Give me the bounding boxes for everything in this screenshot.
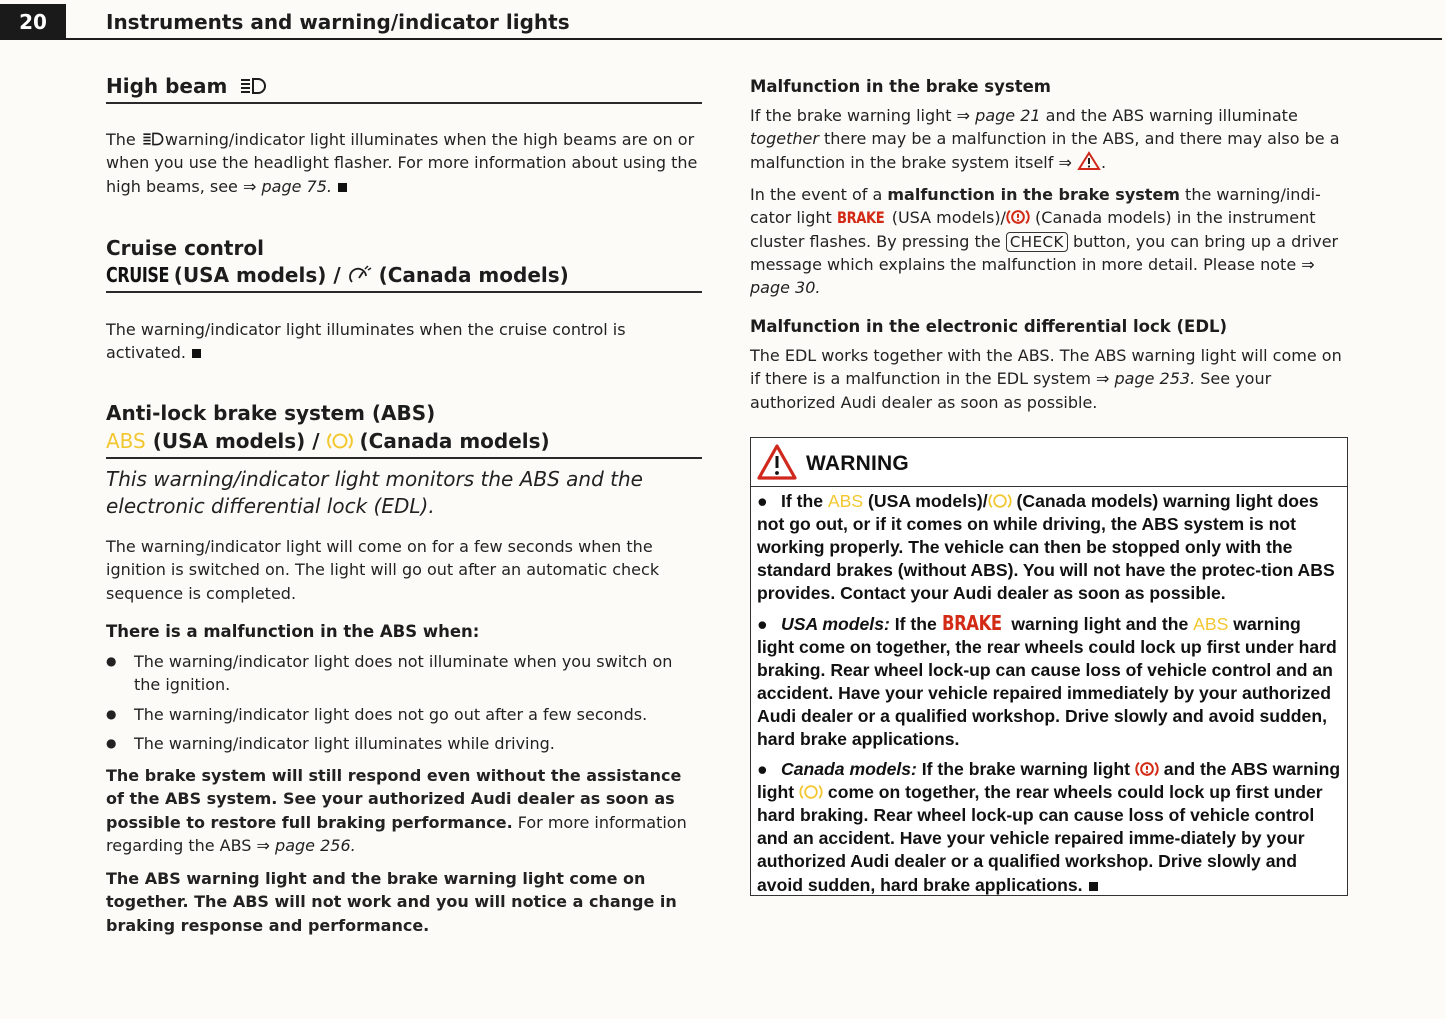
abs-symbol: ABS	[827, 491, 864, 511]
cruise-heading-models: CRUISE (USA models) / (Canada models)	[106, 263, 569, 287]
arrow-icon: ⇒	[1301, 254, 1315, 274]
warning-item: ● If the ABS (USA models)/ (Canada models) warning light does not go out, or if it comes on while driving, the ABS system is not working properly. The vehicle can then be stopped only with the standard brakes (without ABS). You will not have the protec-tion ABS provides. Contact your Audi dealer as soon as possible.	[757, 491, 1335, 604]
abs-rule	[106, 457, 702, 459]
abs-canada-icon	[799, 783, 823, 801]
cruise-symbol: CRUISE	[106, 263, 170, 287]
abs-intro: The warning/indicator light will come on for a few seconds when the ignition is switched on. The light will go out after an automatic check sequence is completed.	[106, 537, 660, 603]
abs-canada-icon	[327, 431, 353, 451]
page-number: 20	[0, 4, 66, 40]
abs-paragraph-1: The brake system will still respond even without the assistance of the ABS system. See your authorized Audi dealer as soon as possible to restore full braking performance. For more information regarding the ABS ⇒ page 256.	[106, 766, 687, 855]
brake-canada-icon	[1006, 208, 1030, 226]
page-ref-link[interactable]: page 30.	[750, 278, 821, 298]
abs-heading-models: ABS (USA models) / (Canada models)	[106, 429, 550, 453]
abs-lead: This warning/indicator light monitors the ABS and the electronic differential lock (EDL).	[106, 467, 643, 518]
warning-label: WARNING	[806, 452, 909, 475]
high-beam-text: The warning/indicator light illuminates when the high beams are on or when you use the headlight flasher. For more information about using the high beams, see ⇒ page 75.	[106, 130, 698, 196]
abs-paragraph-2: The ABS warning light and the brake warning light come on together. The ABS will not work and you will notice a change in braking response and performance.	[106, 869, 677, 935]
brake-symbol: BRAKE	[941, 610, 1002, 635]
brake-malfunction-p1: If the brake warning light ⇒ page 21 and the ABS warning illuminate together there may be a malfunction in the ABS, and there may also be a malfunction in the brake system itself ⇒ .	[750, 106, 1340, 172]
abs-symbol: ABS	[1193, 613, 1229, 634]
cruise-text: The warning/indicator light illuminates when the cruise control is activated.	[106, 320, 626, 363]
abs-heading: Anti-lock brake system (ABS)	[106, 401, 436, 425]
abs-malfunction-list	[106, 650, 702, 755]
cruise-heading: Cruise control	[106, 236, 264, 260]
page-ref-link[interactable]: page 256.	[275, 835, 356, 855]
warning-header	[751, 438, 1347, 487]
abs-canada-icon	[988, 492, 1012, 510]
high-beam-heading: High beam	[106, 73, 268, 100]
page-ref-link[interactable]: page 21	[975, 106, 1041, 125]
warning-item: ● USA models: If the BRAKE warning light and the ABS warning light come on together, the rear wheels could lock up first under hard braking. Rear wheel lock-up can cause loss of vehicle control and an accident. Have your vehicle repaired immediately by your authorized Audi dealer or a qualified workshop. Drive slowly and avoid sudden, hard brake applications.	[757, 610, 1337, 750]
header-rule	[66, 38, 1442, 40]
end-of-section-icon	[192, 349, 201, 358]
warning-triangle-icon	[756, 443, 798, 481]
arrow-icon: ⇒	[256, 835, 270, 855]
brake-malfunction-heading: Malfunction in the brake system	[750, 77, 1051, 96]
page-ref-link[interactable]: page 253.	[1114, 369, 1196, 389]
arrow-icon: ⇒	[242, 176, 257, 196]
warning-item: ● Canada models: If the brake warning light and the ABS warning light come on together, the rear wheels could lock up first under hard braking. Rear wheel lock-up can cause loss of vehicle control and an accident. Have your vehicle repaired imme-diately by your authorized Audi dealer or a qualified workshop. Drive slowly and avoid sudden, hard brake applications.	[757, 759, 1341, 895]
list-item: ● The warning/indicator light does not go out after a few seconds.	[106, 703, 702, 726]
abs-symbol: ABS	[106, 429, 146, 453]
high-beam-rule	[106, 102, 702, 104]
arrow-icon: ⇒	[1096, 369, 1110, 389]
check-button-symbol: CHECK	[1006, 232, 1068, 252]
arrow-icon: ⇒	[1058, 152, 1072, 172]
end-of-section-icon	[1089, 882, 1098, 891]
chapter-title: Instruments and warning/indicator lights	[106, 10, 570, 34]
high-beam-icon	[238, 76, 268, 96]
brake-symbol: BRAKE	[836, 208, 885, 228]
cruise-rule	[106, 291, 702, 293]
warning-body	[751, 487, 1347, 897]
warning-triangle-icon[interactable]	[1077, 151, 1101, 171]
list-item: ● The warning/indicator light illuminates while driving.	[106, 732, 702, 755]
page-ref-link[interactable]: page 75.	[261, 176, 332, 196]
brake-canada-icon	[1135, 760, 1159, 778]
abs-malfunction-subheading: There is a malfunction in the ABS when:	[106, 622, 480, 641]
warning-box	[750, 437, 1348, 896]
edl-text: The EDL works together with the ABS. The ABS warning light will come on if there is a malfunction in the EDL system ⇒ page 253. See your authorized Audi dealer as soon as possible.	[750, 346, 1342, 412]
brake-malfunction-p2: In the event of a malfunction in the brake system the warning/indi-cator light BRAKE (USA models)/ (Canada models) in the instrument cluster flashes. By pressing the CHECK button, you can bring up a driver message which explains the malfunction in more detail. Please note ⇒ page 30.	[750, 185, 1339, 298]
arrow-icon: ⇒	[956, 106, 971, 125]
list-item: ● The warning/indicator light does not illuminate when you switch on the ignition.	[106, 650, 702, 697]
edl-heading: Malfunction in the electronic differential lock (EDL)	[750, 317, 1228, 336]
end-of-section-icon	[338, 183, 347, 192]
high-beam-icon	[141, 131, 165, 147]
cruise-control-icon	[348, 264, 372, 286]
